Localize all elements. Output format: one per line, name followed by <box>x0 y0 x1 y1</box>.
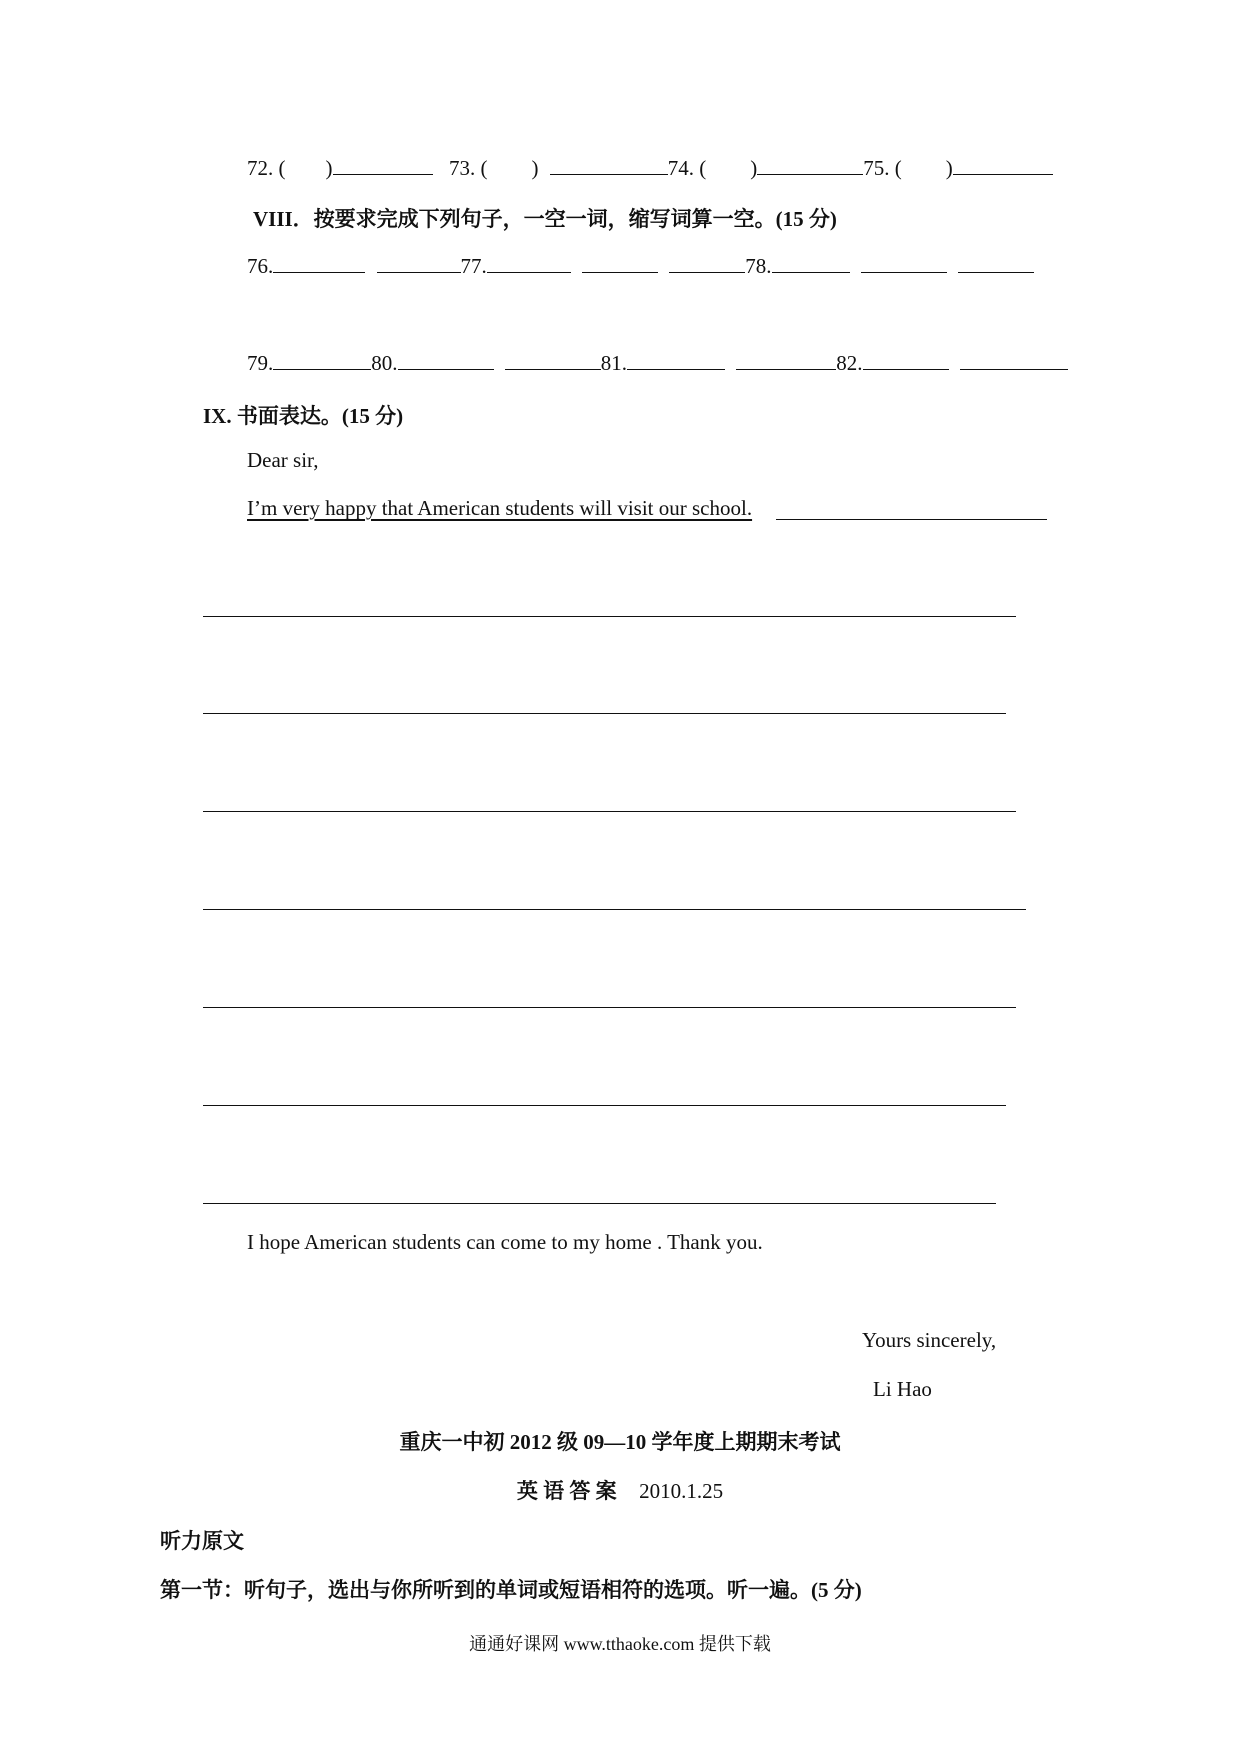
letter-signoff: Yours sincerely, <box>862 1328 997 1352</box>
answers-subtitle-line <box>0 1475 1240 1505</box>
writing-line[interactable] <box>203 616 1016 617</box>
blank-75[interactable] <box>953 156 1053 175</box>
blank-80b[interactable] <box>505 351 601 370</box>
answers-title: 重庆一中初 2012 级 09—10 学年度上期期末考试 <box>399 1430 841 1454</box>
writing-line[interactable] <box>203 811 1016 812</box>
blank-72[interactable] <box>333 156 433 175</box>
opening-line-extension <box>776 519 1047 520</box>
blank-78b[interactable] <box>861 254 947 273</box>
writing-line[interactable] <box>203 1203 996 1204</box>
answers-date: 2010.1.25 <box>639 1479 724 1503</box>
blank-77c[interactable] <box>669 254 745 273</box>
listening-part1: 第一节：听句子，选出与你所听到的单词或短语相符的选项。听一遍。(5 分) <box>160 1578 862 1602</box>
footer: 通通好课网 www.tthaoke.com 提供下载 <box>469 1634 771 1654</box>
blank-80a[interactable] <box>398 351 494 370</box>
blank-73[interactable] <box>550 156 668 175</box>
label-78: 78. <box>745 254 772 278</box>
label-75: 75. ( <box>863 156 902 180</box>
blank-82a[interactable] <box>863 351 949 370</box>
label-74: 74. ( <box>667 156 707 180</box>
label-73: 73. ( <box>449 156 488 180</box>
label-77: 77. <box>460 254 487 278</box>
section-8-heading: VIII．按要求完成下列句子，一空一词，缩写词算一空。(15 分) <box>253 207 837 231</box>
label-80: 80. <box>371 351 398 375</box>
blank-78c[interactable] <box>958 254 1034 273</box>
blank-78a[interactable] <box>772 254 850 273</box>
blank-79[interactable] <box>273 351 371 370</box>
blank-76b[interactable] <box>377 254 461 273</box>
letter-opening: I’m very happy that American students will visit our school. <box>247 496 753 520</box>
writing-line[interactable] <box>203 1105 1006 1106</box>
label-72: 72. ( <box>247 156 286 180</box>
blank-81a[interactable] <box>627 351 725 370</box>
answer-row-76-78 <box>247 254 1034 279</box>
blank-74[interactable] <box>757 156 863 175</box>
blank-76a[interactable] <box>273 254 365 273</box>
letter-signature: Li Hao <box>873 1377 932 1401</box>
section-9-heading: IX. 书面表达。(15 分) <box>203 404 404 428</box>
letter-closing: I hope American students can come to my home . Thank you. <box>247 1230 763 1254</box>
blank-81b[interactable] <box>736 351 836 370</box>
blank-77a[interactable] <box>487 254 571 273</box>
label-82: 82. <box>836 351 863 375</box>
blank-77b[interactable] <box>582 254 658 273</box>
letter-salutation: Dear sir, <box>247 448 319 472</box>
writing-line[interactable] <box>203 1007 1016 1008</box>
label-79: 79. <box>247 351 274 375</box>
blank-82b[interactable] <box>960 351 1068 370</box>
label-81: 81. <box>600 351 627 375</box>
answer-row-79-82 <box>247 351 1068 376</box>
answers-subtitle: 英 语 答 案 <box>516 1479 617 1503</box>
listening-title: 听力原文 <box>160 1529 244 1553</box>
writing-line[interactable] <box>203 909 1026 910</box>
label-76: 76. <box>247 254 274 278</box>
answer-row-72-75: 72. ( ) 73. ( ) 74. ( ) 75. ( ) <box>247 156 1053 181</box>
writing-line[interactable] <box>203 713 1006 714</box>
